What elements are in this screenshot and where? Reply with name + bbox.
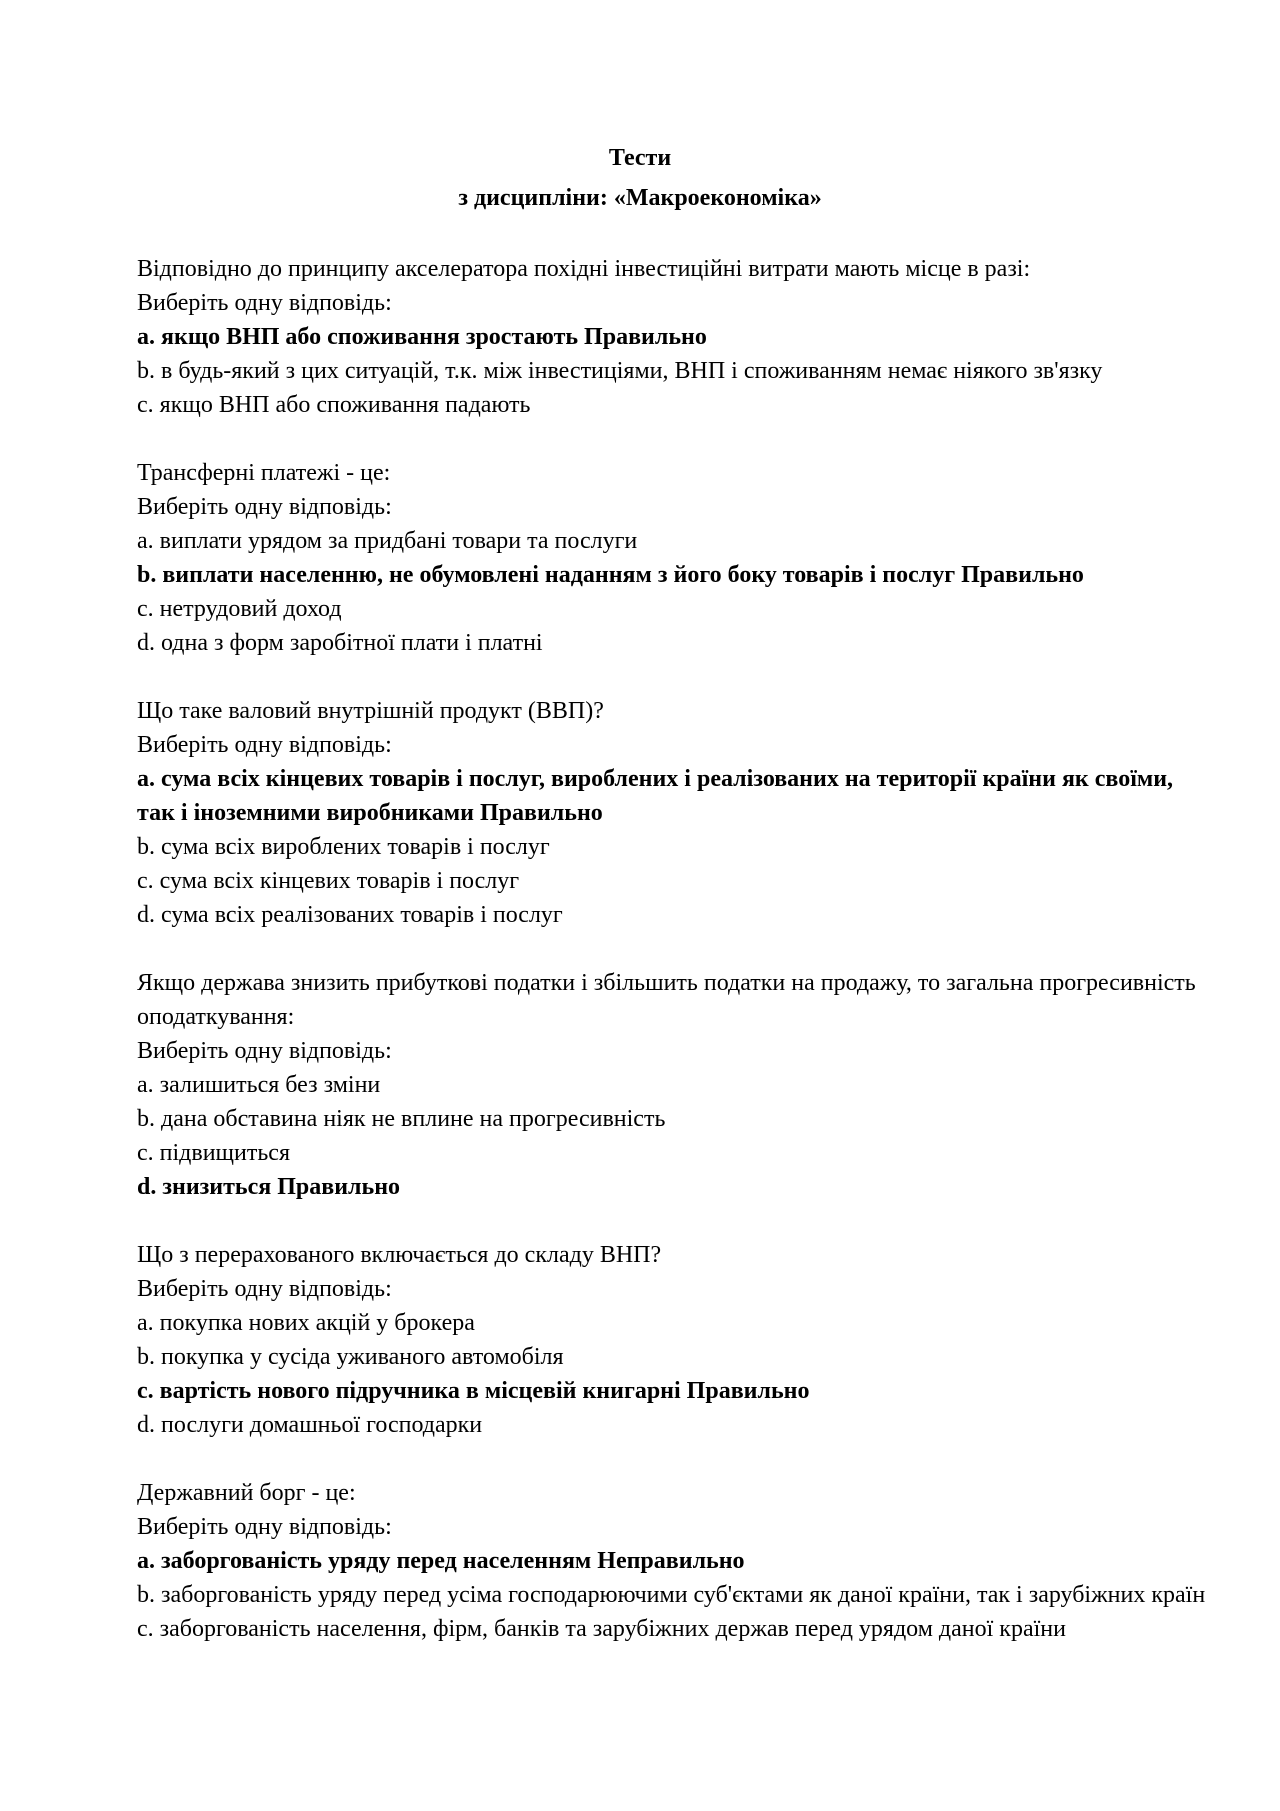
question-hint: Виберіть одну відповідь:	[137, 1514, 392, 1540]
answer-option: a. якщо ВНП або споживання зростають Правильно	[137, 324, 707, 350]
question-3	[137, 694, 1207, 932]
title-line-1: Тести	[608, 145, 672, 171]
question-text: Державний борг - це:	[137, 1480, 356, 1506]
question-text: Трансферні платежі - це:	[137, 460, 391, 486]
answer-option: d. сума всіх реалізованих товарів і послуг	[137, 902, 563, 928]
question-hint: Виберіть одну відповідь:	[137, 1276, 392, 1302]
answer-option: b. сума всіх вироблених товарів і послуг	[137, 834, 550, 860]
question-hint: Виберіть одну відповідь:	[137, 290, 392, 316]
answer-option: c. вартість нового підручника в місцевій книгарні Правильно	[137, 1378, 810, 1404]
answer-option: b. заборгованість уряду перед усіма господарюючими суб'єктами як даної країни, так і зарубіжних країн	[137, 1582, 1206, 1608]
question-hint: Виберіть одну відповідь:	[137, 1038, 392, 1064]
answer-option: b. виплати населенню, не обумовлені наданням з його боку товарів і послуг Правильно	[137, 562, 1084, 588]
answer-option: b. покупка у сусіда уживаного автомобіля	[137, 1344, 564, 1370]
answer-option: a. залишиться без зміни	[137, 1072, 381, 1098]
answer-option: c. нетрудовий доход	[137, 596, 342, 622]
answer-option: c. сума всіх кінцевих товарів і послуг	[137, 868, 520, 894]
question-text: Відповідно до принципу акселератора похідні інвестиційні витрати мають місце в разі:	[137, 256, 1031, 282]
question-2	[137, 456, 1207, 660]
question-hint: Виберіть одну відповідь:	[137, 494, 392, 520]
answer-option: b. дана обставина ніяк не вплине на прогресивність	[137, 1106, 666, 1132]
title-line-2: з дисципліни: «Макроекономіка»	[458, 185, 822, 211]
question-hint: Виберіть одну відповідь:	[137, 732, 392, 758]
question-6	[137, 1476, 1207, 1646]
document-title	[0, 138, 1280, 218]
answer-option: a. заборгованість уряду перед населенням Неправильно	[137, 1548, 745, 1574]
answer-option: c. якщо ВНП або споживання падають	[137, 392, 531, 418]
answer-option: a. покупка нових акцій у брокера	[137, 1310, 475, 1336]
question-1	[137, 252, 1207, 422]
answer-option: d. послуги домашньої господарки	[137, 1412, 483, 1438]
answer-option: a. сума всіх кінцевих товарів і послуг, вироблених і реалізованих на території країни як своїми, так і іноземними виробниками Правильно	[137, 766, 1174, 826]
answer-option: d. знизиться Правильно	[137, 1174, 401, 1200]
answer-option: b. в будь-який з цих ситуацій, т.к. між інвестиціями, ВНП і споживанням немає ніякого зв'язку	[137, 358, 1103, 384]
question-text: Що таке валовий внутрішній продукт (ВВП)?	[137, 698, 604, 724]
answer-option: d. одна з форм заробітної плати і платні	[137, 630, 543, 656]
answer-option: c. заборгованість населення, фірм, банків та зарубіжних держав перед урядом даної країни	[137, 1616, 1066, 1642]
question-list	[137, 252, 1207, 1680]
question-text: Що з перерахованого включається до складу ВНП?	[137, 1242, 662, 1268]
question-4	[137, 966, 1207, 1204]
question-text: Якщо держава знизить прибуткові податки і збільшить податки на продажу, то загальна прогресивність оподаткування:	[137, 970, 1196, 1030]
answer-option: a. виплати урядом за придбані товари та послуги	[137, 528, 638, 554]
question-5	[137, 1238, 1207, 1442]
answer-option: c. підвищиться	[137, 1140, 290, 1166]
